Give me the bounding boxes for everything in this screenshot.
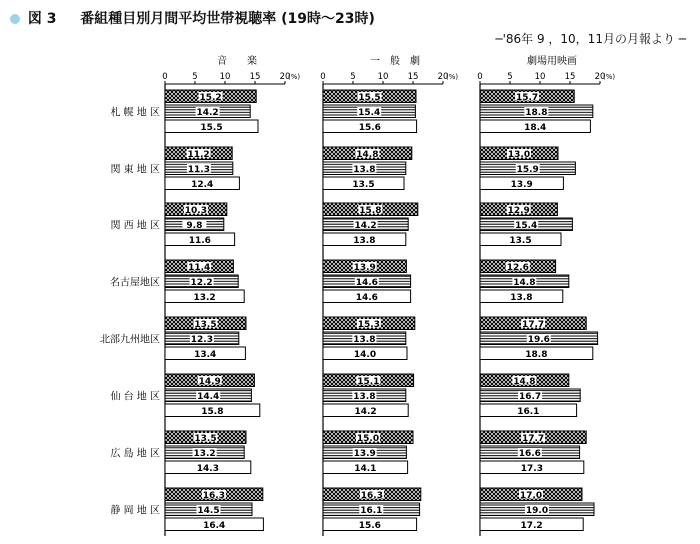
bar-value-label: 13.8 [510,292,533,303]
figure-title: 番組種目別月間平均世帯視聴率 (19時～23時) [80,11,375,27]
x-tick-label: 20 [279,72,291,82]
x-tick-label: 5 [507,72,513,82]
bar-value-label: 13.5 [509,235,532,246]
bar-value-label: 15.5 [358,92,381,103]
bar-value-label: 13.2 [193,292,216,303]
bar-value-label: 18.8 [525,349,548,360]
bar-value-label: 12.9 [507,205,530,216]
bar-value-label: 15.5 [200,122,223,133]
x-tick-label: 5 [192,72,198,82]
bar-value-label: 18.4 [524,122,547,133]
bar-value-label: 13.8 [353,334,376,345]
bar-value-label: 15.7 [515,92,539,103]
category-label: 北部九州地区 [100,334,160,346]
bar-value-label: 17.7 [521,433,545,444]
bar-value-label: 13.5 [352,179,375,190]
category-label: 広 島 地 区 [110,448,160,460]
x-unit-label: (%) [446,73,459,81]
x-tick-label: 10 [534,72,546,82]
bar-value-label: 12.6 [506,262,529,273]
bar-value-label: 14.1 [354,463,377,474]
bar-value-label: 13.4 [194,349,217,360]
bar-value-label: 11.3 [187,164,211,175]
bar-value-label: 13.5 [194,319,217,330]
bar-value-label: 15.2 [199,92,222,103]
bar-value-label: 15.8 [201,406,224,417]
category-label: 関 東 地 区 [110,164,160,176]
bar-value-label: 13.8 [353,391,376,402]
bar-value-label: 16.3 [360,490,384,501]
bar-value-label: 13.5 [194,433,217,444]
figure-label: 図 3 [27,11,57,27]
bar-value-label: 13.8 [353,164,376,175]
x-tick-label: 15 [407,72,419,82]
bar-value-label: 15.0 [356,433,380,444]
bar-value-label: 17.3 [520,463,544,474]
bar-value-label: 14.6 [355,277,378,288]
bar-value-label: 14.5 [197,505,220,516]
bar-value-label: 19.0 [525,505,549,516]
bar-value-label: 9.8 [186,220,203,231]
bar-value-label: 16.7 [518,391,542,402]
bar-value-label: 14.2 [196,107,219,118]
bar-value-label: 14.9 [198,376,221,387]
bar-value-label: 13.8 [353,235,376,246]
bar-value-label: 14.0 [353,349,377,360]
bar-value-label: 11.4 [188,262,211,273]
panel-title: 音 楽 [217,56,257,67]
bar-value-label: 14.2 [354,220,377,231]
bar-value-label: 15.1 [357,376,380,387]
bar-value-label: 14.6 [355,292,378,303]
x-unit-label: (%) [288,73,301,81]
bar-value-label: 11.6 [188,235,211,246]
bar-value-label: 19.6 [527,334,550,345]
bar-value-label: 14.3 [196,463,220,474]
x-tick-label: 10 [219,72,231,82]
x-tick-label: 5 [350,72,356,82]
x-tick-label: 20 [594,72,606,82]
bar-value-label: 16.1 [360,505,383,516]
bar-value-label: 13.9 [510,179,533,190]
bar-value-label: 15.4 [515,220,538,231]
bar-value-label: 14.2 [354,406,377,417]
bar-value-label: 16.4 [203,520,226,531]
bar-value-label: 12.2 [190,277,213,288]
bar-value-label: 17.2 [520,520,543,531]
bar-value-label: 14.8 [513,376,536,387]
bar-value-label: 15.6 [358,520,381,531]
bar-value-label: 14.4 [197,391,220,402]
x-unit-label: (%) [603,73,616,81]
bar-value-label: 14.8 [356,149,379,160]
category-label: 札 幌 地 区 [110,107,160,119]
x-tick-label: 20 [437,72,449,82]
bar-value-label: 15.6 [358,122,381,133]
bar-value-label: 13.2 [193,448,216,459]
category-label: 静 岡 地 区 [110,505,160,517]
category-label: 名古屋地区 [110,277,160,289]
bar-value-label: 12.3 [190,334,214,345]
bar-value-label: 18.8 [525,107,548,118]
x-tick-label: 15 [564,72,576,82]
bar-value-label: 17.0 [519,490,543,501]
bar-value-label: 13.0 [507,149,531,160]
bar-value-label: 16.3 [202,490,226,501]
source-note: ─'86年 9 ，10，11月の月報より ─ [495,32,686,46]
bar-value-label: 13.9 [353,262,376,273]
x-tick-label: 10 [377,72,389,82]
bar-value-label: 16.6 [518,448,541,459]
x-tick-label: 0 [477,72,483,82]
bar-value-label: 12.4 [191,179,214,190]
x-tick-label: 15 [249,72,261,82]
x-tick-label: 0 [320,72,326,82]
bar-value-label: 15.3 [357,319,381,330]
bar-value-label: 17.7 [521,319,545,330]
bar-value-label: 11.2 [187,149,210,160]
bar-value-label: 10.3 [184,205,208,216]
bar-value-label: 16.1 [517,406,540,417]
x-tick-label: 0 [162,72,168,82]
category-label: 仙 台 地 区 [110,391,160,403]
bar-value-label: 13.9 [353,448,376,459]
bar-value-label: 15.9 [516,164,539,175]
category-label: 関 西 地 区 [110,220,160,232]
bar-value-label: 15.8 [359,205,382,216]
panel-title: 一 般 劇 [370,56,420,67]
bar-value-label: 15.4 [358,107,381,118]
panel-title: 劇場用映画 [527,56,577,67]
bar-value-label: 14.8 [513,277,536,288]
